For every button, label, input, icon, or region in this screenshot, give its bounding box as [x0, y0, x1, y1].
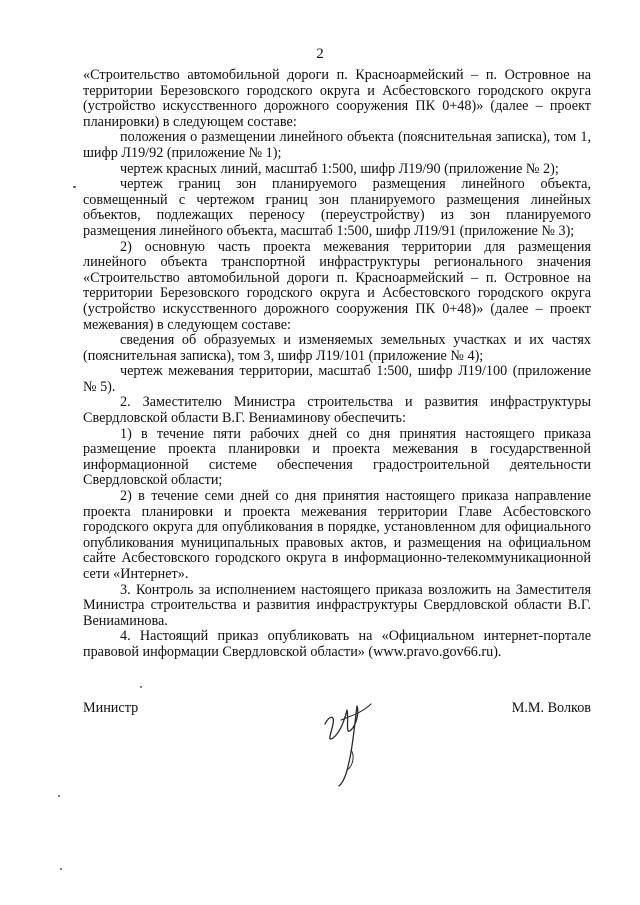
- paragraph-item-surveying-drawing: чертеж межевания территории, масштаб 1:500, шифр Л19/100 (приложение № 5).: [83, 363, 591, 395]
- signer-title: Министр: [83, 700, 139, 716]
- paragraph-project-planning-title: «Строительство автомобильной дороги п. Красноармейский – п. Островное на территории Березовского городского округа и Асбестовского городского округа (устройство искусственного дорожного сооружения ПК 0+48)» (далее – проект планировки) в следующем составе:: [83, 67, 591, 130]
- paragraph-surveying-project: 2) основную часть проекта межевания территории для размещения линейного объекта транспортной инфраструктуры регионального значения «Строительство автомобильной дороги п. Красноармейский – п. Островное на территории Березовского городского округа и Асбестовского городского округа (устройство искусственного дорожного сооружения ПК 0+48)» (далее – проект межевания) в следующем составе:: [83, 238, 591, 333]
- signer-name: М.М. Волков: [511, 700, 591, 716]
- scan-speck: [60, 868, 62, 870]
- document-body: [83, 68, 591, 661]
- paragraph-item-zone-borders: чертеж границ зон планируемого размещения линейного объекта, совмещенный с чертежом границ зон планируемого размещения линейных объектов, подлежащих переносу (переустройству) из зон планируемого размещения линейного объекта, масштаб 1:500, шифр Л19/91 (приложение № 3);: [83, 176, 591, 239]
- paragraph-send-to-head: 2) в течение семи дней со дня принятия настоящего приказа направление проекта планировки и проекта межевания территории Главе Асбестовского городского округа для опубликования в порядке, установленном для официального опубликования муниципальных правовых актов, и размещения на официальном сайте Асбестовского городского округа в информационно-телекоммуникационной сети «Интернет».: [83, 488, 591, 582]
- signature-block: [83, 700, 591, 810]
- paragraph-deputy-minister: 2. Заместителю Министра строительства и развития инфраструктуры Свердловской области В.Г. Вениаминову обеспечить:: [83, 394, 591, 427]
- handwritten-signature: [311, 690, 381, 790]
- scan-speck: [73, 186, 76, 188]
- page-number: 2: [316, 46, 324, 62]
- paragraph-item-land-plots: сведения об образуемых и изменяемых земельных участках и их частях (пояснительная записка), том 3, шифр Л19/101 (приложение № 4);: [83, 332, 591, 364]
- scan-speck: [58, 795, 60, 797]
- paragraph-publish: 4. Настоящий приказ опубликовать на «Официальном интернет-портале правовой информации Свердловской области» (www.pravo.gov66.ru).: [83, 628, 591, 660]
- paragraph-item-positions: положения о размещении линейного объекта (пояснительная записка), том 1, шифр Л19/92 (приложение № 1);: [83, 129, 591, 161]
- paragraph-control: 3. Контроль за исполнением настоящего приказа возложить на Заместителя Министра строительства и развития инфраструктуры Свердловской области В.Г. Вениаминова.: [83, 581, 591, 629]
- scan-speck: [140, 686, 142, 688]
- paragraph-placement-gis: 1) в течение пяти рабочих дней со дня принятия настоящего приказа размещение проекта планировки и проекта межевания в государственной информационной системе обеспечения градостроительной деятельности Свердловской области;: [83, 425, 591, 489]
- paragraph-item-red-lines: чертеж красных линий, масштаб 1:500, шифр Л19/90 (приложение № 2);: [120, 160, 559, 177]
